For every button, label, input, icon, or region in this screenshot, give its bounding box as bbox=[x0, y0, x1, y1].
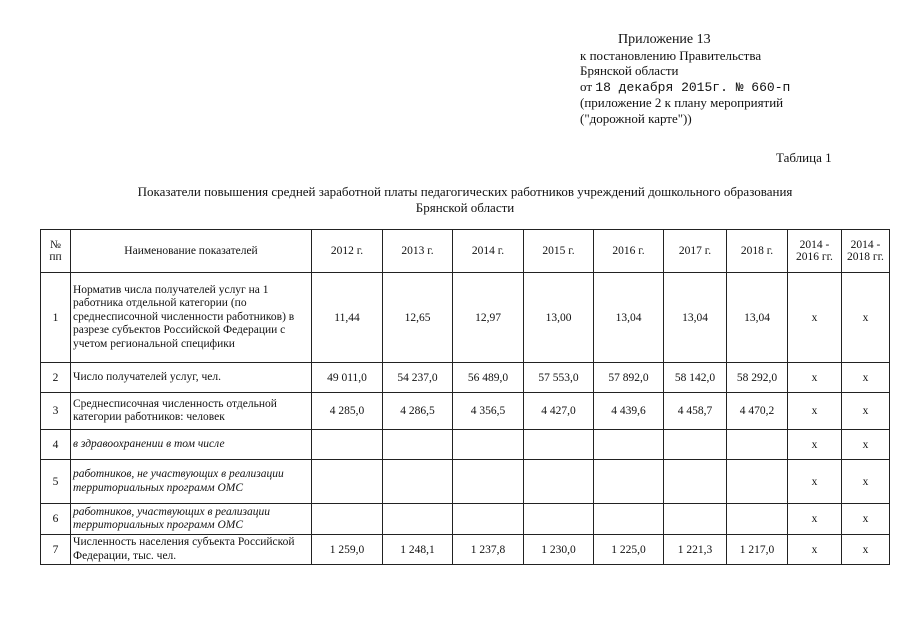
year-value-cell bbox=[664, 430, 727, 460]
row-number: 6 bbox=[41, 504, 71, 535]
table-row bbox=[41, 504, 890, 535]
year-value-cell: 1 221,3 bbox=[664, 535, 727, 565]
indicators-table bbox=[40, 229, 890, 565]
year-value-cell bbox=[383, 430, 453, 460]
appendix-date-prefix: от bbox=[580, 78, 593, 94]
year-value-cell: 57 553,0 bbox=[524, 363, 594, 393]
period-2014-2016-cell: х bbox=[788, 393, 842, 430]
period-2014-2018-cell: х bbox=[842, 363, 890, 393]
period-2014-2016-cell: х bbox=[788, 504, 842, 535]
row-number: 2 bbox=[41, 363, 71, 393]
year-value-cell bbox=[383, 504, 453, 535]
year-value-cell: 4 286,5 bbox=[383, 393, 453, 430]
indicator-name: Норматив числа получателей услуг на 1 работника отдельной категории (по среднесписочной численности работников) в разрезе субъектов Российской Федерации с учетом региональной специфики bbox=[71, 273, 312, 363]
table-row bbox=[41, 393, 890, 430]
document-title bbox=[40, 184, 890, 216]
appendix-date-stamp: 18 декабря 2015г. № 660-п bbox=[595, 79, 791, 95]
header-period-2014-2016: 2014 - 2016 гг. bbox=[788, 230, 842, 273]
year-value-cell: 1 230,0 bbox=[524, 535, 594, 565]
period-2014-2018-cell: х bbox=[842, 430, 890, 460]
year-value-cell bbox=[727, 430, 788, 460]
document-title-line2: Брянской области bbox=[415, 200, 515, 215]
row-number: 7 bbox=[41, 535, 71, 565]
year-value-cell bbox=[312, 460, 383, 504]
year-value-cell bbox=[453, 504, 524, 535]
year-value-cell: 1 217,0 bbox=[727, 535, 788, 565]
year-value-cell bbox=[524, 460, 594, 504]
year-value-cell: 4 458,7 bbox=[664, 393, 727, 430]
year-value-cell: 4 439,6 bbox=[594, 393, 664, 430]
row-number: 5 bbox=[41, 460, 71, 504]
year-value-cell bbox=[594, 460, 664, 504]
year-value-cell bbox=[453, 460, 524, 504]
year-value-cell bbox=[383, 460, 453, 504]
year-value-cell bbox=[727, 460, 788, 504]
year-value-cell: 54 237,0 bbox=[383, 363, 453, 393]
table-row bbox=[41, 430, 890, 460]
year-value-cell bbox=[312, 430, 383, 460]
header-2013: 2013 г. bbox=[383, 230, 453, 273]
period-2014-2018-cell: х bbox=[842, 535, 890, 565]
header-2018: 2018 г. bbox=[727, 230, 788, 273]
table-row bbox=[41, 460, 890, 504]
year-value-cell bbox=[524, 430, 594, 460]
year-value-cell: 4 285,0 bbox=[312, 393, 383, 430]
table-header-row bbox=[41, 230, 890, 273]
year-value-cell bbox=[312, 504, 383, 535]
year-value-cell: 13,04 bbox=[664, 273, 727, 363]
year-value-cell bbox=[727, 504, 788, 535]
header-2016: 2016 г. bbox=[594, 230, 664, 273]
table-row bbox=[41, 273, 890, 363]
year-value-cell: 13,04 bbox=[594, 273, 664, 363]
year-value-cell: 56 489,0 bbox=[453, 363, 524, 393]
period-2014-2018-cell: х bbox=[842, 393, 890, 430]
indicator-name: работников, не участвующих в реализации территориальных программ ОМС bbox=[71, 460, 312, 504]
period-2014-2018-cell: х bbox=[842, 504, 890, 535]
year-value-cell: 12,97 bbox=[453, 273, 524, 363]
row-number: 1 bbox=[41, 273, 71, 363]
indicator-name: Среднесписочная численность отдельной категории работников: человек bbox=[71, 393, 312, 430]
year-value-cell: 49 011,0 bbox=[312, 363, 383, 393]
year-value-cell: 13,04 bbox=[727, 273, 788, 363]
period-2014-2016-cell: х bbox=[788, 363, 842, 393]
year-value-cell: 1 248,1 bbox=[383, 535, 453, 565]
year-value-cell: 1 259,0 bbox=[312, 535, 383, 565]
year-value-cell: 4 470,2 bbox=[727, 393, 788, 430]
year-value-cell: 58 292,0 bbox=[727, 363, 788, 393]
year-value-cell bbox=[594, 504, 664, 535]
period-2014-2016-cell: х bbox=[788, 273, 842, 363]
appendix-decree-line: к постановлению Правительства bbox=[580, 47, 762, 63]
period-2014-2016-cell: х bbox=[788, 535, 842, 565]
appendix-title: Приложение 13 bbox=[618, 32, 711, 47]
indicator-name: работников, участвующих в реализации территориальных программ ОМС bbox=[71, 504, 312, 535]
year-value-cell: 1 225,0 bbox=[594, 535, 664, 565]
table-number: Таблица 1 bbox=[776, 150, 832, 165]
table-row bbox=[41, 363, 890, 393]
year-value-cell: 1 237,8 bbox=[453, 535, 524, 565]
header-2012: 2012 г. bbox=[312, 230, 383, 273]
indicator-name: в здравоохранении в том числе bbox=[71, 430, 312, 460]
period-2014-2016-cell: х bbox=[788, 430, 842, 460]
indicator-name: Численность населения субъекта Российской Федерации, тыс. чел. bbox=[71, 535, 312, 565]
appendix-roadmap-line: ("дорожной карте")) bbox=[580, 110, 692, 126]
year-value-cell: 13,00 bbox=[524, 273, 594, 363]
header-name: Наименование показателей bbox=[71, 230, 312, 273]
row-number: 4 bbox=[41, 430, 71, 460]
header-period-2014-2018: 2014 - 2018 гг. bbox=[842, 230, 890, 273]
header-2014: 2014 г. bbox=[453, 230, 524, 273]
document-title-line1: Показатели повышения средней заработной платы педагогических работников учреждений дошкольного образования bbox=[137, 184, 793, 199]
year-value-cell bbox=[524, 504, 594, 535]
period-2014-2018-cell: х bbox=[842, 273, 890, 363]
period-2014-2016-cell: х bbox=[788, 460, 842, 504]
year-value-cell: 57 892,0 bbox=[594, 363, 664, 393]
row-number: 3 bbox=[41, 393, 71, 430]
appendix-plan-line: (приложение 2 к плану мероприятий bbox=[580, 95, 784, 110]
year-value-cell: 12,65 bbox=[383, 273, 453, 363]
year-value-cell bbox=[664, 460, 727, 504]
year-value-cell: 4 356,5 bbox=[453, 393, 524, 430]
appendix-region-line: Брянской области bbox=[580, 63, 679, 78]
appendix-header bbox=[580, 32, 790, 126]
header-2017: 2017 г. bbox=[664, 230, 727, 273]
header-num: № пп bbox=[41, 230, 71, 273]
header-2015: 2015 г. bbox=[524, 230, 594, 273]
year-value-cell: 11,44 bbox=[312, 273, 383, 363]
year-value-cell bbox=[594, 430, 664, 460]
year-value-cell bbox=[453, 430, 524, 460]
year-value-cell bbox=[664, 504, 727, 535]
year-value-cell: 58 142,0 bbox=[664, 363, 727, 393]
year-value-cell: 4 427,0 bbox=[524, 393, 594, 430]
period-2014-2018-cell: х bbox=[842, 460, 890, 504]
indicator-name: Число получателей услуг, чел. bbox=[71, 363, 312, 393]
appendix-date-line bbox=[580, 79, 790, 96]
table-row bbox=[41, 535, 890, 565]
